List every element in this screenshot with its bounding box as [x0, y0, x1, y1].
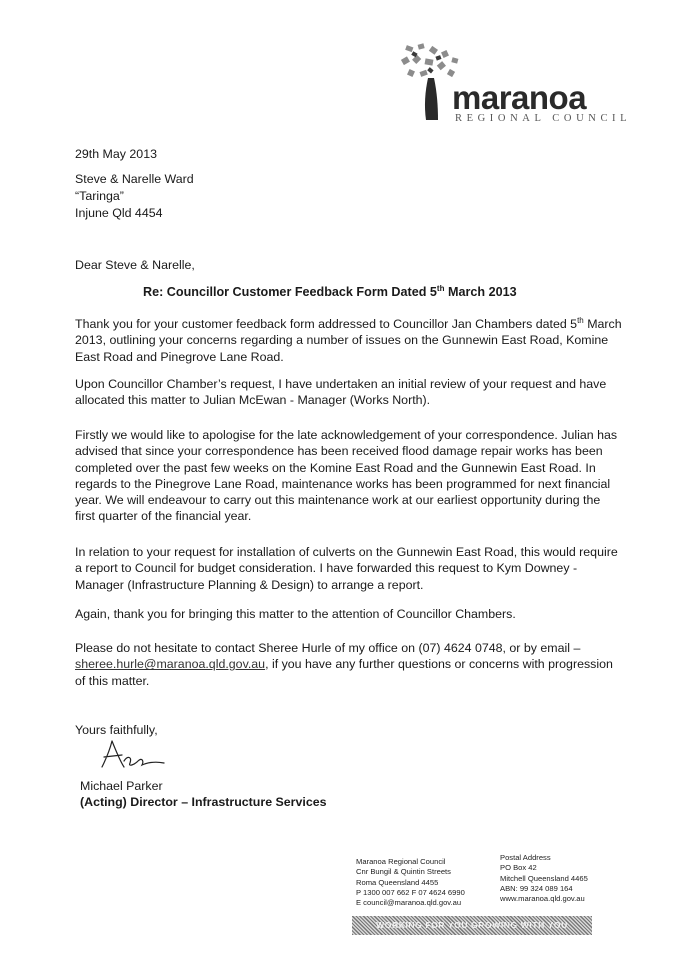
paragraph-5: Again, thank you for bringing this matter to the attention of Councillor Chambers. — [75, 607, 516, 621]
signature-image — [98, 735, 168, 775]
recipient-address: Injune Qld 4454 — [75, 206, 163, 220]
closing: Yours faithfully, — [75, 723, 158, 737]
subject-sup: th — [436, 284, 445, 293]
p1-text-b: March 2013, outlining your concerns regarding a number of issues on the Gunnewin East Road, Komine East Road and Pinegrove Lane Road. — [75, 317, 622, 364]
recipient-block — [75, 171, 194, 222]
logo-subtitle: REGIONAL COUNCIL — [455, 113, 632, 124]
footer-right-line: PO Box 42 — [500, 863, 537, 873]
p6-text-b: , if you have any further questions or concerns with progression of this matter. — [75, 657, 613, 688]
subject-line — [143, 284, 517, 299]
p6-text-a: Please do not hesitate to contact Sheree Hurle of my office on (07) 4624 0748, or by email – — [75, 641, 581, 655]
p1-text-a: Thank you for your customer feedback form addressed to Councillor Jan Chambers dated 5 — [75, 317, 578, 332]
recipient-name: Steve & Narelle Ward — [75, 172, 194, 186]
footer-left-line: Cnr Bungil & Quintin Streets — [356, 867, 451, 877]
paragraph-3: Firstly we would like to apologise for the late acknowledgement of your correspondence. Julian has advised that since your correspondence has been received flood damage repair works has been completed over the past few weeks on the Komine East Road and the Gunnewin East Road. In regards to the Pinegrove Lane Road, maintenance works has been programmed for next financial year. We will endeavour to carry out this maintenance work at our earliest opportunity during the first quarter of the financial year. — [75, 428, 618, 524]
paragraph-4: In relation to your request for installation of culverts on the Gunnewin East Road, this would require a report to Council for budget consideration. I have forwarded this request to Kym Downey - Manager (Infrastructure Planning & Design) to arrange a report. — [75, 545, 618, 592]
recipient-property: “Taringa” — [75, 189, 124, 203]
signer-title: (Acting) Director – Infrastructure Services — [80, 795, 327, 809]
footer-left — [356, 857, 465, 908]
footer-left-line: P 1300 007 662 F 07 4624 6990 — [356, 887, 465, 897]
subject-suffix: March 2013 — [444, 285, 517, 300]
footer-right-line: Postal Address — [500, 853, 551, 862]
footer-right — [500, 853, 588, 904]
paragraph-6 — [75, 640, 623, 689]
signer-name: Michael Parker — [80, 779, 163, 793]
letter-date: 29th May 2013 — [75, 147, 157, 161]
paragraph-2: Upon Councillor Chamber’s request, I have undertaken an initial review of your request and have allocated this matter to Julian McEwan - Manager (Works North). — [75, 377, 607, 408]
footer-left-line: Maranoa Regional Council — [356, 857, 446, 866]
subject-prefix: Re: Councillor Customer Feedback Form Dated 5 — [143, 285, 437, 300]
footer-right-line: ABN: 99 324 089 164 — [500, 883, 573, 893]
footer-left-line: Roma Queensland 4455 — [356, 877, 439, 887]
email-link[interactable]: sheree.hurle@maranoa.qld.gov.au — [75, 657, 266, 672]
salutation: Dear Steve & Narelle, — [75, 258, 195, 272]
footer-left-line: E council@maranoa.qld.gov.au — [356, 898, 462, 908]
footer-right-line: www.maranoa.qld.gov.au — [500, 894, 585, 904]
footer-banner: WORKING FOR YOU GROWING WITH YOU — [352, 916, 592, 935]
logo-wordmark: maranoa — [452, 79, 587, 116]
paragraph-1 — [75, 313, 623, 365]
p1-sup: th — [577, 316, 584, 325]
footer-right-line: Mitchell Queensland 4465 — [500, 873, 588, 883]
